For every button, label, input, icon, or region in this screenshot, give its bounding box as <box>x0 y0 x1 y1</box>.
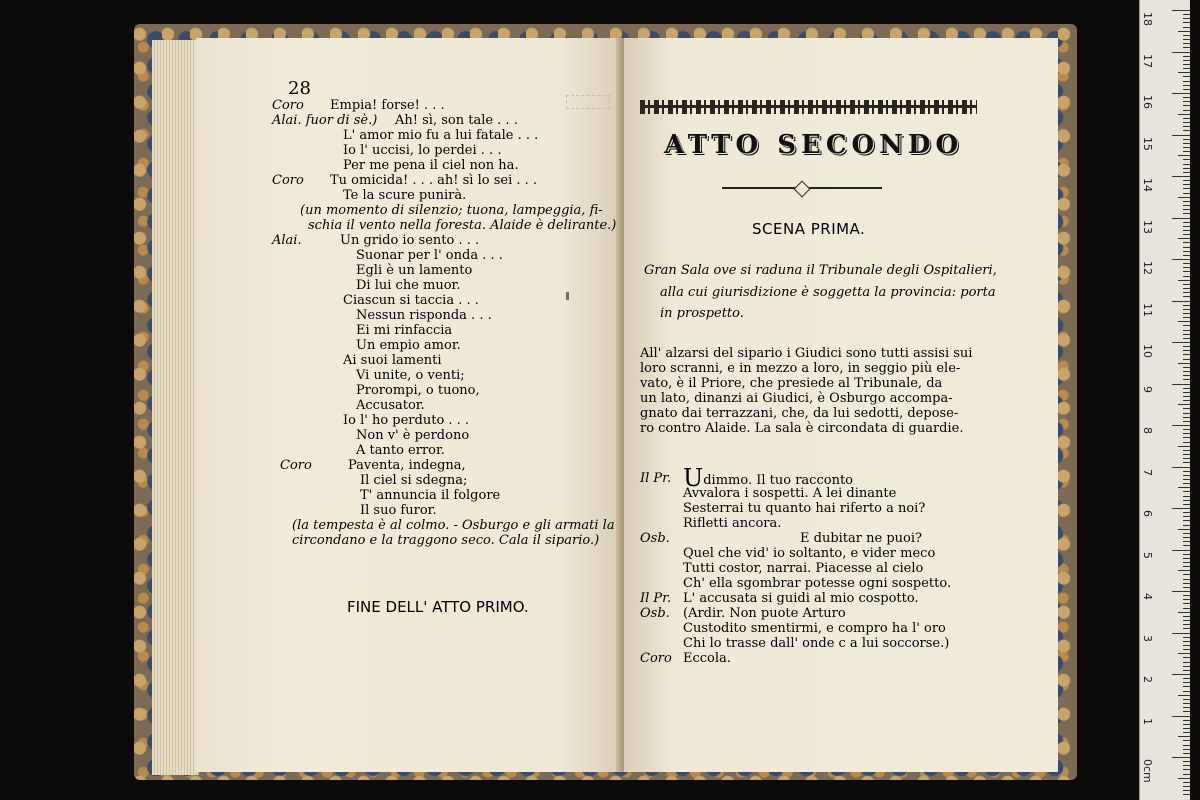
ruler-tick <box>1183 786 1190 787</box>
ruler-tick <box>1183 558 1190 559</box>
ruler-number: 3 <box>1141 634 1154 642</box>
ruler-tick <box>1178 653 1190 654</box>
ruler-tick <box>1183 491 1190 492</box>
ruler-tick <box>1183 649 1190 650</box>
ruler-number: 11 <box>1141 302 1154 317</box>
drop-initial: U <box>683 464 704 492</box>
ruler-tick <box>1183 85 1190 86</box>
ruler-tick <box>1183 753 1190 754</box>
ruler-number: 4 <box>1141 593 1154 600</box>
ruler-tick <box>1183 392 1190 393</box>
ruler-tick <box>1183 645 1190 646</box>
ruler-tick <box>1172 467 1190 468</box>
ruler-tick <box>1178 280 1190 281</box>
ruler-tick <box>1183 421 1190 422</box>
ruler-number: 10 <box>1141 344 1154 358</box>
speaker-label: Alai. fuor di sè.) <box>272 113 378 128</box>
ruler-tick <box>1172 176 1190 177</box>
ruler-tick <box>1183 437 1190 438</box>
ruler-tick <box>1183 433 1190 434</box>
ruler-tick <box>1183 234 1190 235</box>
ruler-tick <box>1183 325 1190 326</box>
ruler-tick <box>1178 487 1190 488</box>
speaker-label: Coro <box>640 651 672 666</box>
ruler-tick <box>1183 375 1190 376</box>
ruler-tick <box>1183 603 1190 604</box>
ruler-number: 9 <box>1141 385 1154 393</box>
ruler-tick <box>1183 691 1190 692</box>
ruler-tick <box>1183 620 1190 621</box>
ruler-tick <box>1172 384 1190 385</box>
verse-line: Paventa, indegna, <box>348 458 466 473</box>
ruler-tick <box>1172 259 1190 260</box>
ruler-tick <box>1172 591 1190 592</box>
verse-line: Il ciel si sdegna; <box>360 473 468 488</box>
ruler-tick <box>1183 151 1190 152</box>
verse-line: Quel che vid' io soltanto, e vider meco <box>683 546 936 561</box>
ruler-tick <box>1183 213 1190 214</box>
verse-line: E dubitar ne puoi? <box>800 531 922 546</box>
verse-line: L' accusata si guidi al mio cospotto. <box>683 591 919 606</box>
ruler-tick <box>1183 101 1190 102</box>
ruler-tick <box>1183 496 1190 497</box>
ruler-tick <box>1183 143 1190 144</box>
verse-line: Eccola. <box>683 651 731 666</box>
description-line: ro contro Alaide. La sala è circondata di guardie. <box>640 421 964 436</box>
ruler-tick <box>1183 201 1190 202</box>
ruler-tick <box>1183 56 1190 57</box>
ruler-tick <box>1183 296 1190 297</box>
ruler-tick <box>1183 396 1190 397</box>
ruler-tick <box>1183 284 1190 285</box>
ruler-tick <box>1183 222 1190 223</box>
ruler-tick <box>1172 342 1190 343</box>
ruler-tick <box>1183 512 1190 513</box>
verse-line: Un grido io sento . . . <box>340 233 480 248</box>
ruler-number: 2 <box>1141 676 1154 683</box>
verse-line: Accusator. <box>356 398 425 413</box>
ruler-tick <box>1183 533 1190 534</box>
ruler-tick <box>1183 230 1190 231</box>
ruler-tick <box>1178 155 1190 156</box>
ruler-tick <box>1183 27 1190 28</box>
ruler-tick <box>1178 446 1190 447</box>
verse-line: Di lui che muor. <box>356 278 461 293</box>
ruler-tick <box>1183 226 1190 227</box>
verse-line: Tu omicida! . . . ah! sì lo sei . . . <box>330 173 538 188</box>
ruler-tick <box>1183 354 1190 355</box>
ruler-tick <box>1172 550 1190 551</box>
speaker-label: Coro <box>272 173 304 188</box>
ruler-tick <box>1183 765 1190 766</box>
ruler-tick <box>1183 271 1190 272</box>
description-line: loro scranni, e in mezzo a loro, in seggio più ele- <box>640 361 961 376</box>
ruler-tick <box>1183 761 1190 762</box>
ruler-tick <box>1183 429 1190 430</box>
ruler-tick <box>1183 678 1190 679</box>
ruler-tick <box>1183 782 1190 783</box>
act-end-heading: FINE DELL' ATTO PRIMO. <box>347 598 529 616</box>
ruler-tick <box>1183 574 1190 575</box>
ruler-tick <box>1183 745 1190 746</box>
description-line: All' alzarsi del sipario i Giudici sono tutti assisi sui <box>640 346 973 361</box>
verse-line: Ciascun si taccia . . . <box>343 293 479 308</box>
ruler-tick <box>1172 135 1190 136</box>
verse-line: Non v' è perdono <box>356 428 470 443</box>
ruler-tick <box>1178 321 1190 322</box>
ruler-tick <box>1172 52 1190 53</box>
ruler-tick <box>1183 554 1190 555</box>
ruler-number: 7 <box>1141 468 1154 476</box>
ruler-tick <box>1183 388 1190 389</box>
ruler-tick <box>1178 736 1190 737</box>
ruler-number: 6 <box>1141 510 1154 517</box>
ruler-tick <box>1183 371 1190 372</box>
verse-line: Ai suoi lamenti <box>343 353 442 368</box>
ruler-tick <box>1183 728 1190 729</box>
verse-line: Un empio amor. <box>356 338 461 353</box>
ruler-tick <box>1178 529 1190 530</box>
ruler-tick <box>1183 400 1190 401</box>
ruler-tick <box>1183 330 1190 331</box>
ruler-tick <box>1183 205 1190 206</box>
ruler-tick <box>1183 263 1190 264</box>
ruler-tick <box>1183 686 1190 687</box>
ruler-tick <box>1183 608 1190 609</box>
description-line: vato, è il Priore, che presiede al Tribunale, da <box>640 376 943 391</box>
ruler-tick <box>1183 711 1190 712</box>
ruler-number: 16 <box>1141 95 1154 109</box>
ruler-tick <box>1183 317 1190 318</box>
verse-line: Avvalora i sospetti. A lei dinante <box>683 486 897 501</box>
speaker-label: Il Pr. <box>640 591 672 606</box>
ruler-tick <box>1183 732 1190 733</box>
ruler-number: 5 <box>1141 551 1154 559</box>
verse-line: Chi lo trasse dall' onde c a lui soccorse.) <box>683 636 950 651</box>
ruler-tick <box>1183 43 1190 44</box>
ruler-tick <box>1172 301 1190 302</box>
ruler-tick <box>1183 537 1190 538</box>
ruler-tick <box>1183 334 1190 335</box>
verse-line: Nessun risponda . . . <box>356 308 492 323</box>
speaker-label: Alai. <box>272 233 302 248</box>
ruler-tick <box>1183 251 1190 252</box>
ruler-tick <box>1178 114 1190 115</box>
ruler-tick <box>1183 288 1190 289</box>
decorative-border <box>640 100 977 114</box>
ruler-tick <box>1183 587 1190 588</box>
ruler-tick <box>1183 118 1190 119</box>
ruler-tick <box>1183 247 1190 248</box>
ruler-tick <box>1183 442 1190 443</box>
verse-line: Ch' ella sgombrar potesse ogni sospetto. <box>683 576 952 591</box>
verse-line: Udimmo. Il tuo racconto <box>683 464 853 492</box>
ruler-tick <box>1183 139 1190 140</box>
ruler-tick <box>1183 583 1190 584</box>
ruler-tick <box>1172 218 1190 219</box>
ruler-tick <box>1183 662 1190 663</box>
ruler-tick <box>1183 458 1190 459</box>
ruler-tick <box>1183 292 1190 293</box>
ruler-tick <box>1183 417 1190 418</box>
verse-line: Io l' ho perduto . . . <box>343 413 470 428</box>
stage-direction: (un momento di silenzio; tuona, lampeggia, fi- <box>300 203 603 218</box>
ruler-tick <box>1183 255 1190 256</box>
ruler-tick <box>1183 147 1190 148</box>
ruler-tick <box>1183 172 1190 173</box>
ruler-number: 18 <box>1141 12 1154 26</box>
ruler-tick <box>1178 778 1190 779</box>
ruler-tick <box>1178 72 1190 73</box>
ruler-tick <box>1178 570 1190 571</box>
ruler-tick <box>1183 628 1190 629</box>
ruler-tick <box>1183 504 1190 505</box>
ruler-tick <box>1183 670 1190 671</box>
verse-line: L' amor mio fu a lui fatale . . . <box>343 128 539 143</box>
ruler-tick <box>1183 616 1190 617</box>
ruler-tick <box>1183 105 1190 106</box>
ruler-tick <box>1183 641 1190 642</box>
verse-line: Te la scure punirà. <box>343 188 467 203</box>
ruler-tick <box>1183 276 1190 277</box>
ruler-tick <box>1183 595 1190 596</box>
ruler-tick <box>1183 682 1190 683</box>
ruler-tick <box>1183 39 1190 40</box>
ruler-tick <box>1183 18 1190 19</box>
ruler-tick <box>1183 749 1190 750</box>
ruler-tick <box>1183 359 1190 360</box>
ruler-tick <box>1183 703 1190 704</box>
ruler-tick <box>1183 520 1190 521</box>
scene-title: SCENA PRIMA. <box>752 220 866 238</box>
ruler-tick <box>1183 769 1190 770</box>
ruler-tick <box>1183 164 1190 165</box>
ruler-number: 8 <box>1141 427 1154 434</box>
speaker-label: Osb. <box>640 606 670 621</box>
faint-stamp <box>566 95 610 109</box>
verse-line: Rifletti ancora. <box>683 516 782 531</box>
ruler-tick <box>1178 31 1190 32</box>
ruler-tick <box>1183 379 1190 380</box>
ruler-tick <box>1183 350 1190 351</box>
verse-line: Prorompi, o tuono, <box>356 383 480 398</box>
ruler-tick <box>1183 313 1190 314</box>
ruler-tick <box>1172 633 1190 634</box>
verse-line: Egli è un lamento <box>356 263 473 278</box>
ruler-tick <box>1178 695 1190 696</box>
ink-spot <box>566 292 569 300</box>
ruler-number: 1 <box>1141 717 1154 725</box>
setting-line: Gran Sala ove si raduna il Tribunale degli Ospitalieri, <box>644 263 997 278</box>
ruler-tick <box>1183 462 1190 463</box>
ruler-tick <box>1183 130 1190 131</box>
ruler-tick <box>1183 408 1190 409</box>
verse-line: Per me pena il ciel non ha. <box>343 158 519 173</box>
ruler-tick <box>1172 757 1190 758</box>
description-line: un lato, dinanzi ai Giudici, è Osburgo accompa- <box>640 391 953 406</box>
ruler-number: 12 <box>1141 261 1154 275</box>
setting-line: in prospetto. <box>660 306 744 321</box>
verse-line: Vi unite, o venti; <box>356 368 465 383</box>
ruler-tick <box>1172 508 1190 509</box>
ruler-tick <box>1183 471 1190 472</box>
ruler-tick <box>1183 413 1190 414</box>
ruler-tick <box>1178 612 1190 613</box>
page-edges <box>152 40 199 775</box>
ruler-tick <box>1183 14 1190 15</box>
ruler-tick <box>1183 720 1190 721</box>
ruler-tick <box>1172 425 1190 426</box>
ruler-tick <box>1183 794 1190 795</box>
ruler-tick <box>1183 188 1190 189</box>
ruler-tick <box>1183 35 1190 36</box>
verse-line: Io l' uccisi, lo perdei . . . <box>343 143 502 158</box>
ruler-number: 13 <box>1141 219 1154 234</box>
verse-line: T' annuncia il folgore <box>360 488 501 503</box>
ruler-number: 17 <box>1141 53 1154 68</box>
ruler-tick <box>1183 81 1190 82</box>
ruler-tick <box>1183 367 1190 368</box>
verse-line: Empia! forse! . . . <box>330 98 445 113</box>
ruler-tick <box>1183 122 1190 123</box>
ruler-tick <box>1178 363 1190 364</box>
ruler-tick <box>1172 674 1190 675</box>
ruler-tick <box>1178 238 1190 239</box>
verse-line: Suonar per l' onda . . . <box>356 248 503 263</box>
ruler-tick <box>1183 541 1190 542</box>
ruler-tick <box>1183 184 1190 185</box>
stage-direction: (la tempesta è al colmo. - Osburgo e gli armati la <box>292 518 615 533</box>
ruler-tick <box>1183 159 1190 160</box>
ruler-tick <box>1183 309 1190 310</box>
ruler-tick <box>1183 724 1190 725</box>
speaker-label: Coro <box>272 98 304 113</box>
ruler-tick <box>1172 93 1190 94</box>
stage-direction: circondano e la traggono seco. Cala il sipario.) <box>292 533 600 548</box>
speaker-label: Coro <box>280 458 312 473</box>
ruler-number: 14 <box>1141 178 1154 192</box>
ruler-tick <box>1183 666 1190 667</box>
ruler-number: 0cm <box>1141 759 1154 783</box>
ruler-tick <box>1183 699 1190 700</box>
verse-line: Il suo furor. <box>360 503 437 518</box>
measuring-ruler <box>1139 0 1190 800</box>
ruler-tick <box>1183 545 1190 546</box>
ruler-tick <box>1183 774 1190 775</box>
ruler-tick <box>1183 790 1190 791</box>
ruler-tick <box>1183 346 1190 347</box>
act-title: ATTO SECONDO <box>664 130 964 160</box>
ruler-tick <box>1178 197 1190 198</box>
ruler-tick <box>1183 566 1190 567</box>
ruler-tick <box>1183 126 1190 127</box>
stage-direction: schia il vento nella foresta. Alaide è delirante.) <box>308 218 617 233</box>
ruler-tick <box>1183 180 1190 181</box>
ruler-tick <box>1183 193 1190 194</box>
setting-line: alla cui giurisdizione è soggetta la provincia: porta <box>660 285 996 300</box>
verse-line: A tanto error. <box>356 443 445 458</box>
ruler-tick <box>1183 97 1190 98</box>
speaker-label: Il Pr. <box>640 471 672 486</box>
ruler-tick <box>1172 716 1190 717</box>
ruler-tick <box>1183 68 1190 69</box>
decorative-rule <box>722 187 882 189</box>
ruler-tick <box>1183 60 1190 61</box>
description-line: gnato dai terrazzani, che, da lui sedotti, depose- <box>640 406 959 421</box>
ruler-tick <box>1183 740 1190 741</box>
ruler-number: 15 <box>1141 136 1154 151</box>
ruler-tick <box>1183 707 1190 708</box>
ruler-tick <box>1183 242 1190 243</box>
ruler-tick <box>1183 47 1190 48</box>
ruler-tick <box>1183 525 1190 526</box>
ruler-tick <box>1183 22 1190 23</box>
ruler-tick <box>1178 404 1190 405</box>
ruler-tick <box>1183 479 1190 480</box>
ruler-tick <box>1183 500 1190 501</box>
ruler-tick <box>1183 516 1190 517</box>
verse-line: Sesterrai tu quanto hai riferto a noi? <box>683 501 926 516</box>
ruler-tick <box>1172 10 1190 11</box>
ruler-tick <box>1183 637 1190 638</box>
ruler-tick <box>1183 89 1190 90</box>
ruler-tick <box>1183 76 1190 77</box>
verse-line: Ah! sì, son tale . . . <box>395 113 518 128</box>
ruler-tick <box>1183 267 1190 268</box>
verse-line: (Ardir. Non puote Arturo <box>683 606 846 621</box>
ruler-tick <box>1183 599 1190 600</box>
ruler-tick <box>1183 450 1190 451</box>
ruler-tick <box>1183 168 1190 169</box>
ruler-tick <box>1183 562 1190 563</box>
ruler-tick <box>1183 454 1190 455</box>
speaker-label: Osb. <box>640 531 670 546</box>
verse-line: Tutti costor, narrai. Piacesse al cielo <box>683 561 924 576</box>
ruler-tick <box>1183 64 1190 65</box>
verse-line: Ei mi rinfaccia <box>356 323 453 338</box>
ruler-tick <box>1183 579 1190 580</box>
ruler-tick <box>1183 475 1190 476</box>
ruler-tick <box>1183 110 1190 111</box>
verse-line: Custodito smentirmi, e compro ha l' oro <box>683 621 946 636</box>
ruler-tick <box>1183 483 1190 484</box>
ruler-tick <box>1183 209 1190 210</box>
ruler-tick <box>1183 624 1190 625</box>
page-number: 28 <box>288 78 311 99</box>
ruler-tick <box>1183 657 1190 658</box>
ruler-tick <box>1183 305 1190 306</box>
ruler-tick <box>1183 338 1190 339</box>
